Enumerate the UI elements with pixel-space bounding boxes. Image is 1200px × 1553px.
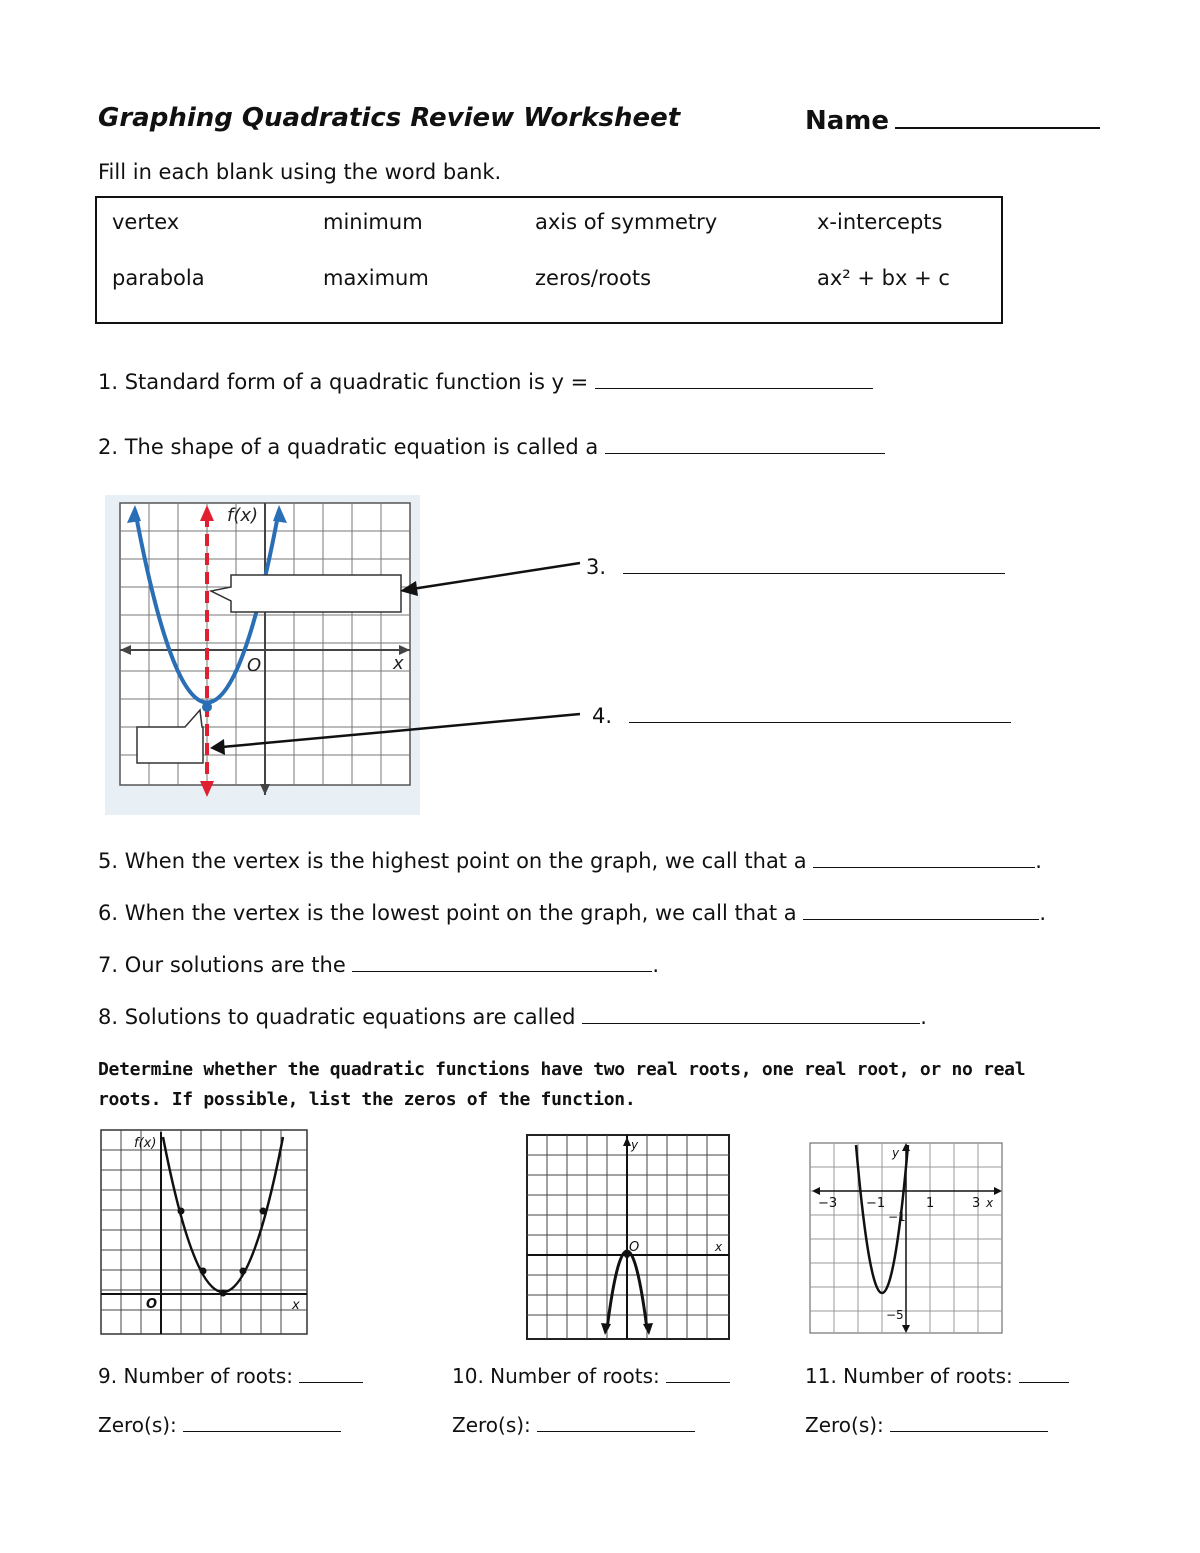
diagram-origin-label: O	[247, 655, 262, 676]
question-5: 5. When the vertex is the highest point on the graph, we call that a .	[98, 849, 1042, 873]
answer-blank-5[interactable]	[813, 847, 1035, 868]
graph-11-tick: −1	[888, 1210, 906, 1224]
graph-11-tick: −3	[818, 1196, 838, 1211]
answer-blank-6[interactable]	[803, 899, 1039, 920]
graph-11-tick: −1	[866, 1196, 886, 1211]
question-8: 8. Solutions to quadratic equations are called .	[98, 1005, 927, 1029]
answer-blank-3[interactable]	[623, 553, 1005, 574]
graph-10-y-label: y	[631, 1138, 639, 1152]
question-3	[586, 553, 1005, 579]
section-2-instructions: Determine whether the quadratic functions have two real roots, one real root, or no real roots. If possible, list the zeros of the function.	[98, 1059, 1026, 1110]
answer-blank-4[interactable]	[629, 702, 1011, 723]
zeros-11-label: Zero(s):	[805, 1413, 884, 1437]
word-bank-item: axis of symmetry	[535, 210, 718, 234]
question-1-text: 1. Standard form of a quadratic function is y =	[98, 370, 589, 394]
question-4	[592, 702, 1011, 728]
graph-11	[808, 1141, 1004, 1335]
question-10	[452, 1364, 730, 1388]
graph-10-origin-label: O	[629, 1240, 640, 1255]
diagram-y-label: f(x)	[227, 505, 259, 526]
zeros-10	[452, 1413, 695, 1437]
question-7: 7. Our solutions are the .	[98, 953, 660, 977]
question-5-text: 5. When the vertex is the highest point on the graph, we call that a	[98, 849, 807, 873]
diagram-x-label: x	[393, 653, 404, 674]
word-bank-item: parabola	[112, 266, 205, 290]
zeros-blank-11[interactable]	[890, 1413, 1048, 1432]
question-8-text: 8. Solutions to quadratic equations are called	[98, 1005, 576, 1029]
question-11	[805, 1364, 1069, 1388]
zeros-11	[805, 1413, 1048, 1437]
worksheet-title: Graphing Quadratics Review Worksheet	[98, 103, 681, 133]
answer-blank-7[interactable]	[352, 951, 652, 972]
question-3-text: 3.	[586, 555, 607, 579]
graph-9-x-label: x	[292, 1298, 300, 1313]
question-7-text: 7. Our solutions are the	[98, 953, 346, 977]
name-label: Name	[805, 106, 890, 136]
question-9	[98, 1364, 363, 1388]
graph-11-tick: 1	[926, 1196, 935, 1211]
word-bank-item: x-intercepts	[817, 210, 943, 234]
zeros-9	[98, 1413, 341, 1437]
question-6-text: 6. When the vertex is the lowest point on the graph, we call that a	[98, 901, 797, 925]
answer-blank-9[interactable]	[299, 1364, 363, 1383]
question-11-text: 11. Number of roots:	[805, 1364, 1013, 1388]
zeros-10-label: Zero(s):	[452, 1413, 531, 1437]
word-bank-item: maximum	[323, 266, 429, 290]
question-2-text: 2. The shape of a quadratic equation is called a	[98, 435, 599, 459]
word-bank-item: minimum	[323, 210, 423, 234]
graph-10	[525, 1133, 731, 1341]
graph-11-tick: 3	[972, 1196, 981, 1211]
question-6: 6. When the vertex is the lowest point on the graph, we call that a .	[98, 901, 1047, 925]
zeros-blank-10[interactable]	[537, 1413, 695, 1432]
instructions: Fill in each blank using the word bank.	[98, 160, 502, 184]
zeros-blank-9[interactable]	[183, 1413, 341, 1432]
graph-11-x-label: x	[986, 1196, 994, 1210]
question-4-text: 4.	[592, 704, 613, 728]
word-bank-item: vertex	[112, 210, 180, 234]
question-9-text: 9. Number of roots:	[98, 1364, 294, 1388]
graph-11-y-label: y	[892, 1146, 900, 1160]
question-10-text: 10. Number of roots:	[452, 1364, 660, 1388]
graph-10-x-label: x	[715, 1240, 723, 1254]
graph-11-tick: −5	[886, 1308, 904, 1322]
graph-9	[98, 1127, 312, 1339]
graph-9-y-label: f(x)	[134, 1136, 157, 1151]
word-bank-item: zeros/roots	[535, 266, 652, 290]
answer-blank-10[interactable]	[666, 1364, 730, 1383]
word-bank-item: ax² + bx + c	[817, 266, 950, 290]
answer-blank-8[interactable]	[582, 1003, 920, 1024]
zeros-9-label: Zero(s):	[98, 1413, 177, 1437]
answer-blank-11[interactable]	[1019, 1364, 1069, 1383]
graph-9-origin-label: O	[146, 1297, 158, 1312]
